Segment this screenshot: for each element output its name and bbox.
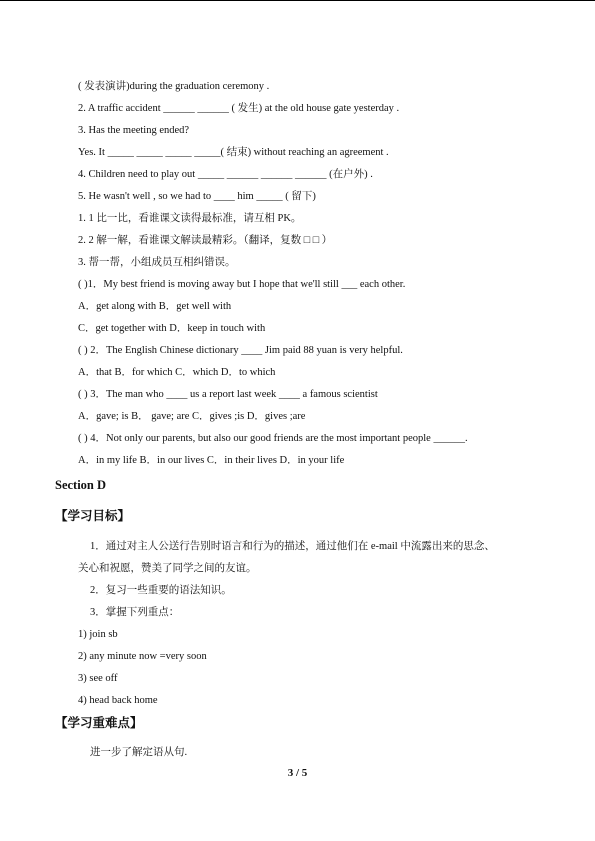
text-line: ( 发表演讲)during the graduation ceremony .	[78, 81, 270, 92]
text-line: 1．通过对主人公送行告别时语言和行为的描述，通过他们在 e-mail 中流露出来的思念、	[90, 541, 495, 552]
text-line: 5. He wasn't well , so we had to ____ him _____ ( 留下)	[78, 191, 316, 202]
text-line: 2. 2 解一解，看谁课文解读最精彩。（翻译，复数 □ □ ）	[78, 235, 333, 246]
text-line: 4. Children need to play out _____ ______ ______ ______ (在户外) .	[78, 169, 373, 180]
goals-heading: 【学习目标】	[55, 509, 131, 523]
text-line: 3．掌握下列重点：	[90, 607, 180, 618]
question-line: ( ) 2．The English Chinese dictionary ____ Jim paid 88 yuan is very helpful.	[78, 345, 403, 356]
top-rule	[0, 0, 595, 1]
options-line: A．gave; is B． gave; are C．gives ;is D．gives ;are	[78, 411, 306, 422]
list-item: 2) any minute now =very soon	[78, 651, 207, 662]
options-line: A．get along with B．get well with	[78, 301, 232, 312]
text-line: 关心和祝愿，赞美了同学之间的友谊。	[78, 563, 257, 574]
text-line: 1. 1 比一比，看谁课文读得最标准，请互相 PK。	[78, 213, 302, 224]
options-line: A．that B．for which C．which D．to which	[78, 367, 276, 378]
question-line: ( ) 4．Not only our parents, but also our good friends are the most important people ______.	[78, 433, 468, 444]
key-points-heading: 【学习重难点】	[55, 716, 143, 730]
options-line: A．in my life B．in our lives C．in their lives D．in your life	[78, 455, 345, 466]
text-line: 2．复习一些重要的语法知识。	[90, 585, 232, 596]
text-line: 2. A traffic accident ______ ______ ( 发生) at the old house gate yesterday .	[78, 103, 400, 114]
text-line: 3. Has the meeting ended?	[78, 125, 190, 136]
question-line: ( ) 3．The man who ____ us a report last week ____ a famous scientist	[78, 389, 378, 400]
question-line: ( )1．My best friend is moving away but I hope that we'll still ___ each other.	[78, 279, 406, 290]
options-line: C．get together with D．keep in touch with	[78, 323, 266, 334]
section-title: Section D	[55, 478, 107, 492]
list-item: 3) see off	[78, 673, 118, 684]
text-line: 进一步了解定语从句.	[90, 747, 188, 758]
list-item: 1) join sb	[78, 629, 118, 640]
page-number: 3 / 5	[287, 767, 308, 779]
list-item: 4) head back home	[78, 695, 158, 706]
text-line: 3. 帮一帮，小组成员互相纠错误。	[78, 257, 236, 268]
text-line: Yes. It _____ _____ _____ _____( 结束) without reaching an agreement .	[78, 147, 389, 158]
